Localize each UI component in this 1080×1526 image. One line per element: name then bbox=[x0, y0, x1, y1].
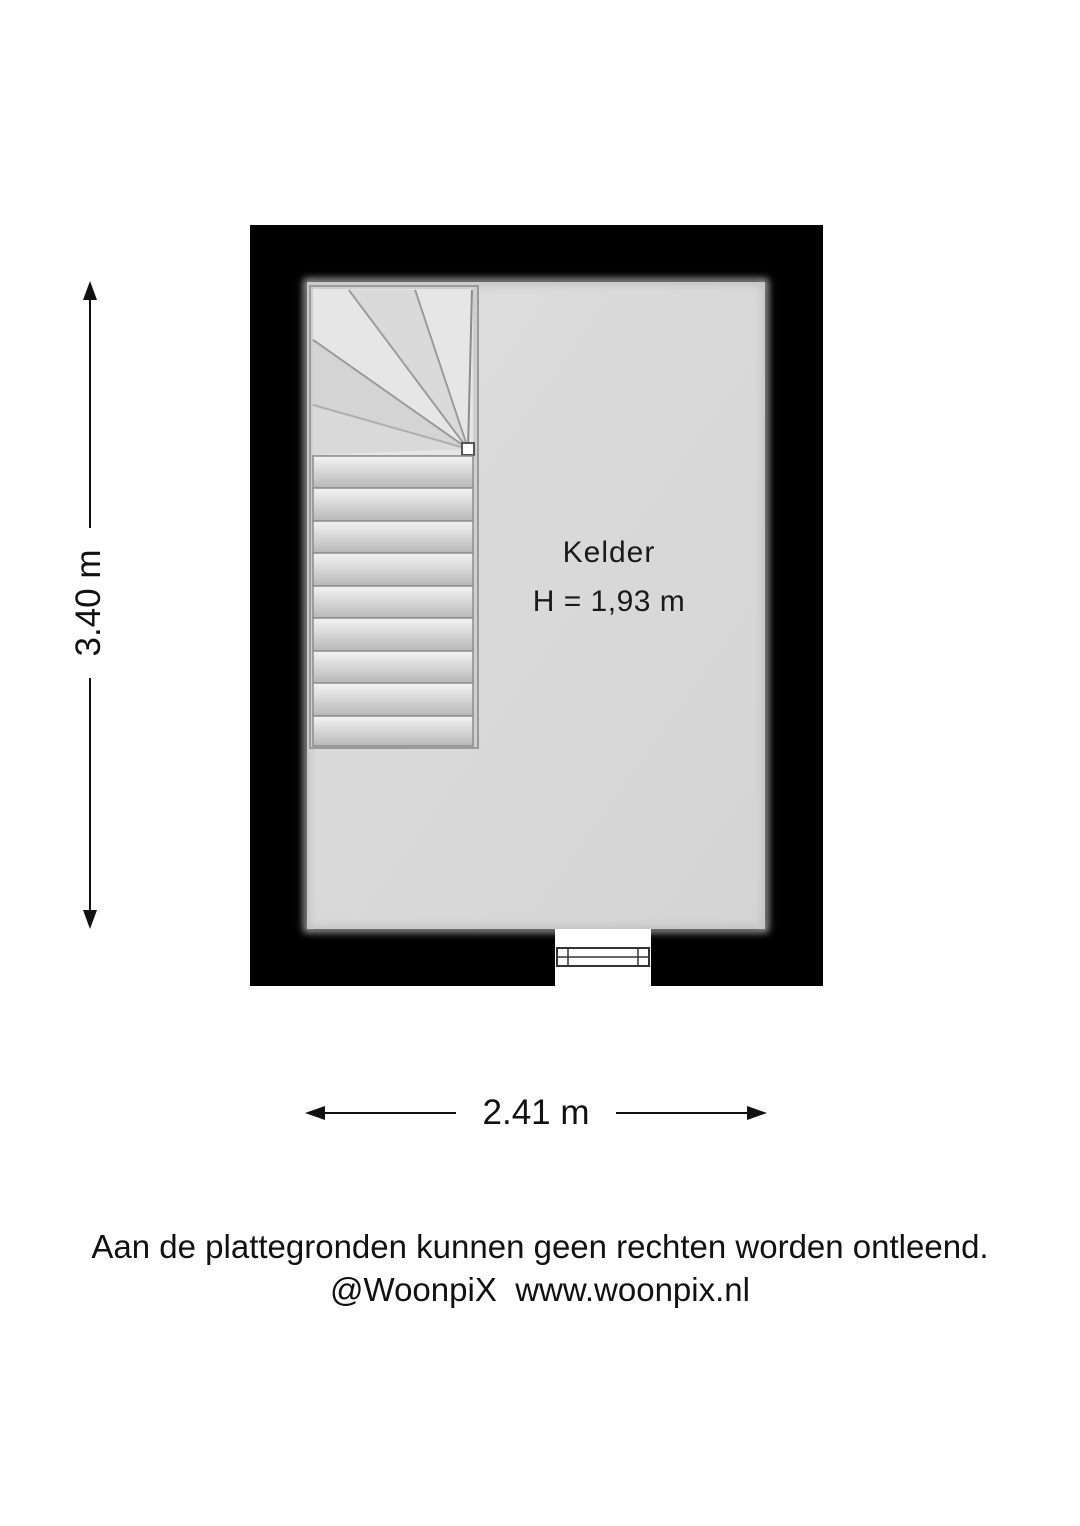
room-name-label: Kelder bbox=[562, 536, 656, 569]
height-dimension-label: 3.40 m bbox=[67, 528, 111, 678]
website-link[interactable]: www.woonpix.nl bbox=[515, 1271, 750, 1308]
room-height-label: H = 1,93 m bbox=[532, 585, 686, 618]
window bbox=[555, 929, 651, 986]
stair-treads bbox=[313, 456, 473, 746]
arrow-left-icon bbox=[305, 1106, 325, 1120]
staircase bbox=[310, 286, 478, 748]
arrow-right-icon bbox=[747, 1106, 767, 1120]
brand-label: @WoonpiX bbox=[330, 1271, 497, 1308]
arrow-up-icon bbox=[83, 281, 97, 300]
arrow-down-icon bbox=[83, 910, 97, 929]
width-dimension-label: 2.41 m bbox=[456, 1093, 616, 1133]
disclaimer-text: Aan de plattegronden kunnen geen rechten worden ontleend. bbox=[91, 1228, 989, 1265]
credits-line bbox=[0, 1271, 1080, 1309]
